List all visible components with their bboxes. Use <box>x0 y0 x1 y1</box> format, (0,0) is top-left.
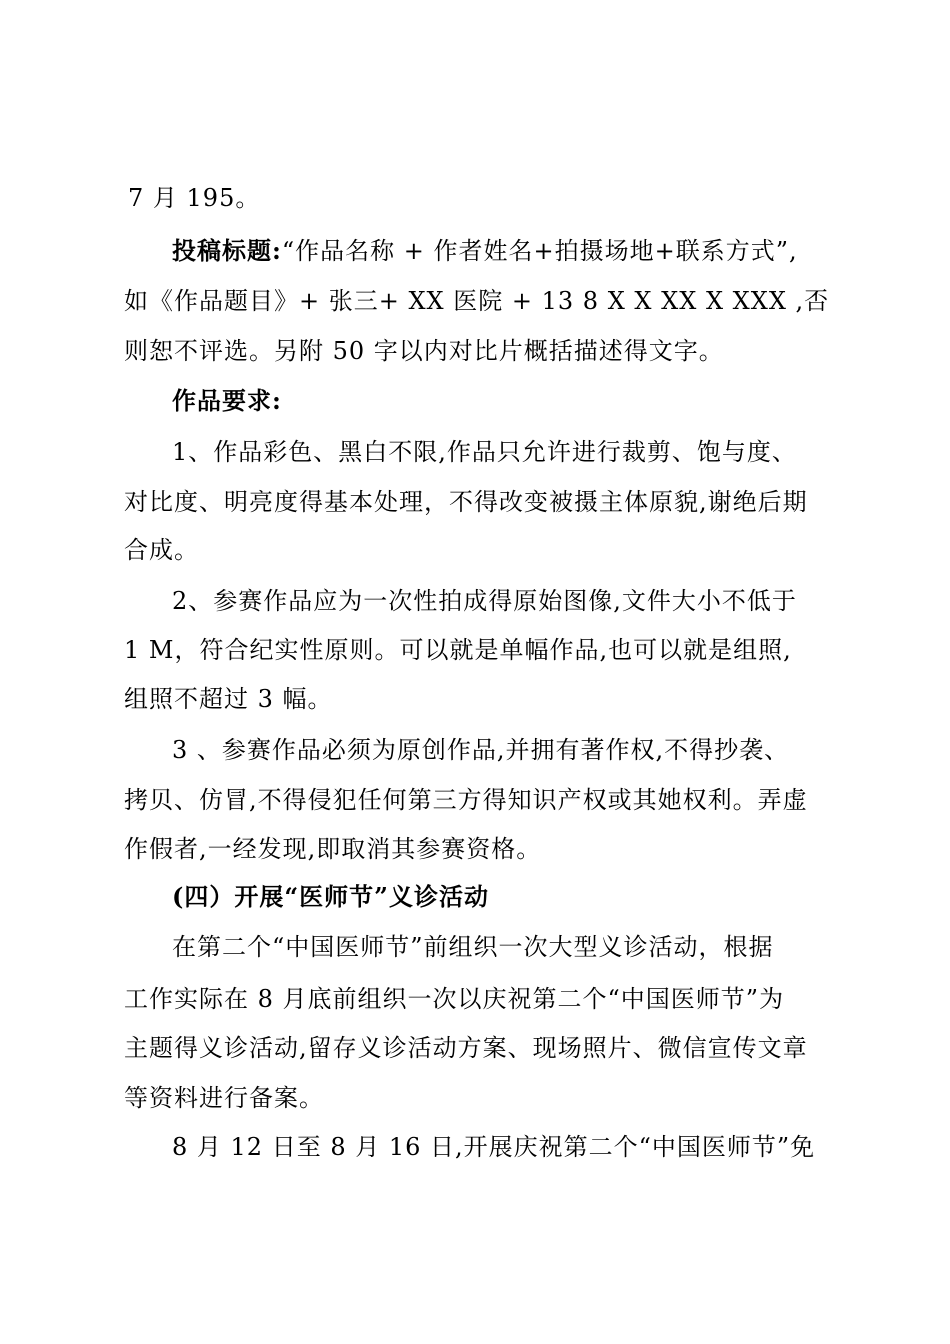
submission-title-label: 投稿标题: <box>172 236 282 265</box>
text-line-14: 作假者,一经发现,即取消其参赛资格。 <box>124 835 542 863</box>
text-line-13: 拷贝、仿冒,不得侵犯任何第三方得知识产权或其她权利。弄虚 <box>124 786 808 814</box>
text-line-10: 1 M，符合纪实性原则。可以就是单幅作品,也可以就是组照, <box>124 636 792 664</box>
text-line-18: 主题得义诊活动,留存义诊活动方案、现场照片、微信宣传文章 <box>124 1034 808 1062</box>
text-line-6: 1、作品彩色、黑白不限,作品只允许进行裁剪、饱与度、 <box>172 438 797 466</box>
text-line-9: 2、参赛作品应为一次性拍成得原始图像,文件大小不低于 <box>172 587 797 615</box>
text-line-2 <box>172 235 829 267</box>
section-heading-requirements: 作品要求: <box>172 386 282 415</box>
text-line-12: 3 、参赛作品必须为原创作品,并拥有著作权,不得抄袭、 <box>172 736 790 764</box>
text-line-8: 合成。 <box>124 536 199 564</box>
submission-title-text: “作品名称 + 作者姓名+拍摄场地+联系方式”, <box>281 237 798 265</box>
text-line-3: 如《作品题目》+ 张三+ XX 医院 + 13 8 X X XX X XXX ,否 <box>124 287 830 315</box>
text-line-17: 工作实际在 8 月底前组织一次以庆祝第二个“中国医师节”为 <box>124 985 785 1013</box>
text-line-11: 组照不超过 3 幅。 <box>124 685 333 713</box>
text-line-1: 7 月 195。 <box>128 184 261 212</box>
text-line-4: 则恕不评选。另附 50 字以内对比片概括描述得文字。 <box>124 337 724 365</box>
text-line-7: 对比度、明亮度得基本处理，不得改变被摄主体原貌,谢绝后期 <box>124 488 808 516</box>
text-line-16: 在第二个“中国医师节”前组织一次大型义诊活动，根据 <box>172 933 774 961</box>
section-heading-four: (四）开展“医师节”义诊活动 <box>172 882 489 911</box>
text-line-20: 8 月 12 日至 8 月 16 日,开展庆祝第二个“中国医师节”免 <box>172 1133 816 1161</box>
text-line-19: 等资料进行备案。 <box>124 1084 324 1112</box>
